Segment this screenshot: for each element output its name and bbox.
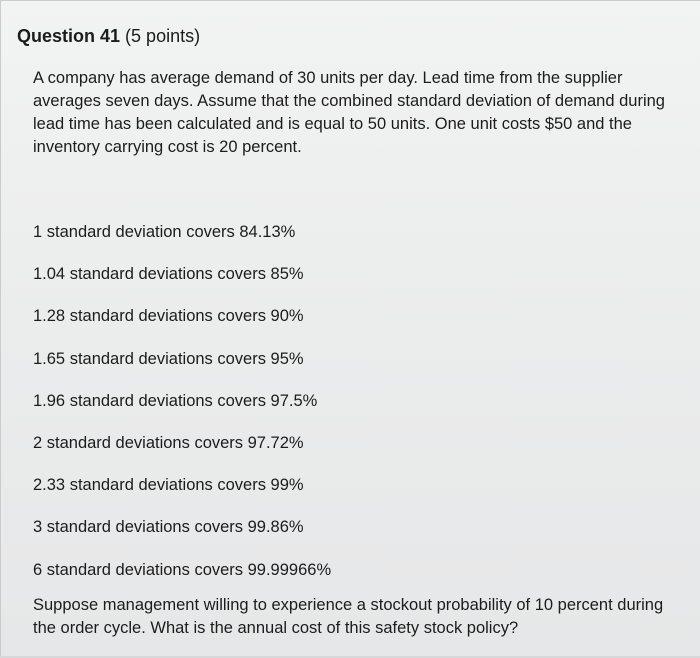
coverage-list bbox=[33, 220, 331, 600]
question-points: (5 points) bbox=[125, 26, 201, 46]
coverage-item: 6 standard deviations covers 99.99966% bbox=[33, 560, 332, 579]
coverage-item: 1.28 standard deviations covers 90% bbox=[33, 307, 304, 326]
coverage-item: 1.96 standard deviations covers 97.5% bbox=[33, 391, 318, 410]
question-body-text: A company has average demand of 30 units per day. Lead time from the supplier averages seven days. Assume that the combined standard deviation of demand during lead time has been calculated and is equal to 50 units. One unit costs $50 and the inventory carrying cost is 20 percent. bbox=[33, 69, 665, 156]
question-header bbox=[17, 25, 200, 47]
coverage-item: 1.04 standard deviations covers 85% bbox=[33, 265, 304, 284]
final-question-text: Suppose management willing to experience a stockout probability of 10 percent during the order cycle. What is the annual cost of this safety stock policy? bbox=[33, 596, 664, 637]
coverage-item: 2 standard deviations covers 97.72% bbox=[33, 433, 304, 452]
coverage-item: 2.33 standard deviations covers 99% bbox=[33, 476, 304, 495]
final-question bbox=[33, 594, 683, 640]
question-title: Question 41 bbox=[17, 26, 121, 46]
coverage-item: 3 standard deviations covers 99.86% bbox=[33, 518, 304, 537]
coverage-item: 1.65 standard deviations covers 95% bbox=[33, 349, 304, 368]
coverage-item: 1 standard deviation covers 84.13% bbox=[33, 223, 296, 241]
question-body bbox=[33, 67, 683, 159]
